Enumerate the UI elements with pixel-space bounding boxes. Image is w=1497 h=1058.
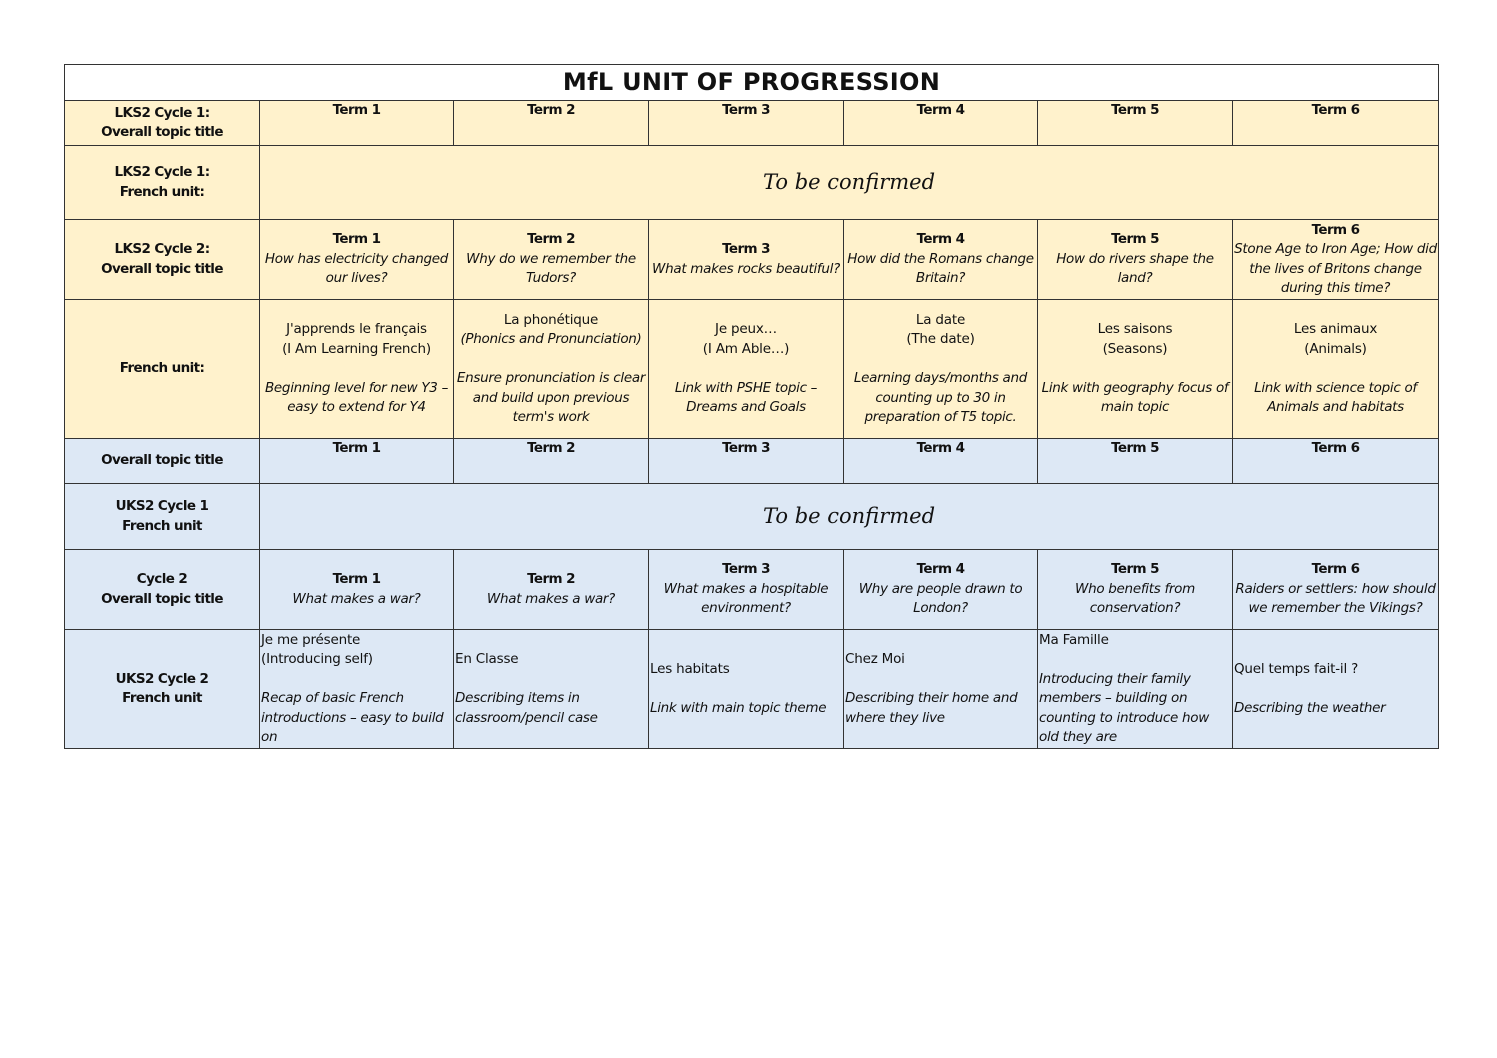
row-header xyxy=(65,630,260,749)
cell-note: Who benefits from conservation? xyxy=(1075,580,1195,617)
to-be-confirmed-cell: To be confirmed xyxy=(260,484,1439,550)
cell-text: (I Am Learning French) xyxy=(282,340,431,357)
table-row xyxy=(65,101,1439,146)
term-cell xyxy=(844,630,1038,749)
cell-note: How do rivers shape the land? xyxy=(1056,250,1214,287)
cell-note: Why do we remember the Tudors? xyxy=(466,250,636,287)
page-title: MfL UNIT OF PROGRESSION xyxy=(65,65,1439,101)
term-cell xyxy=(1233,101,1439,146)
term-cell xyxy=(1038,300,1233,439)
cell-text: (Introducing self) xyxy=(261,651,373,667)
term-cell xyxy=(844,300,1038,439)
cell-note: What makes a hospitable environment? xyxy=(663,580,829,617)
row-header-line: LKS2 Cycle 1: xyxy=(114,104,210,121)
term-label: Term 1 xyxy=(332,571,381,587)
cell-text: En Classe xyxy=(455,651,519,667)
row-header-line: Overall topic title xyxy=(101,124,223,140)
term-cell xyxy=(260,101,454,146)
spacer xyxy=(845,350,1036,370)
term-cell xyxy=(454,630,649,749)
term-cell xyxy=(844,101,1038,146)
cell-note: Link with geography focus of main topic xyxy=(1041,379,1229,416)
cell-text: Je peux… xyxy=(715,321,777,338)
cell-note: Beginning level for new Y3 – easy to extend for Y4 xyxy=(264,379,449,416)
term-cell xyxy=(649,300,844,439)
to-be-confirmed-cell: To be confirmed xyxy=(260,146,1439,220)
term-cell xyxy=(1233,300,1439,439)
table-row xyxy=(65,550,1439,630)
cell-note: What makes a war? xyxy=(486,590,616,607)
term-cell xyxy=(454,220,649,300)
cell-note: Describing items in classroom/pencil case xyxy=(455,690,598,726)
cell-note: Learning days/months and counting up to 30 in preparation of T5 topic. xyxy=(853,370,1028,425)
term-cell xyxy=(454,101,649,146)
spacer xyxy=(455,350,647,370)
cell-text: Je me présente xyxy=(261,631,361,648)
cell-text: La phonétique xyxy=(503,311,599,328)
row-header-line: French unit xyxy=(122,690,202,706)
cell-text: La date xyxy=(915,311,966,328)
row-header-line: French unit xyxy=(122,517,202,534)
term-cell xyxy=(1038,220,1233,300)
term-cell xyxy=(844,439,1038,484)
cell-note: Raiders or settlers: how should we remember the Vikings? xyxy=(1235,580,1436,617)
row-header xyxy=(65,484,260,550)
row-header xyxy=(65,146,260,220)
term-cell xyxy=(1233,630,1439,749)
row-header-line: LKS2 Cycle 2: xyxy=(114,241,210,257)
term-label: Term 2 xyxy=(527,231,575,248)
row-header xyxy=(65,439,260,484)
term-cell xyxy=(260,300,454,439)
cell-text: (Animals) xyxy=(1304,340,1367,357)
cell-text: J'apprends le français xyxy=(286,321,427,338)
row-header-line: Overall topic title xyxy=(101,452,223,469)
cell-text: Les habitats xyxy=(650,660,730,677)
cell-note: What makes rocks beautiful? xyxy=(652,260,840,277)
term-label: Term 3 xyxy=(722,102,770,118)
progression-table xyxy=(64,64,1439,749)
term-cell xyxy=(649,630,844,749)
row-header xyxy=(65,101,260,146)
cell-note: Ensure pronunciation is clear and build upon previous term's work xyxy=(456,370,646,425)
term-cell xyxy=(1038,439,1233,484)
cell-text: Les saisons xyxy=(1097,321,1173,338)
cell-note: Recap of basic French introductions – easy to build on xyxy=(261,690,444,745)
term-label: Term 1 xyxy=(332,231,381,248)
cell-note: Describing their home and where they live xyxy=(845,690,1018,726)
term-label: Term 6 xyxy=(1311,102,1360,118)
term-label: Term 4 xyxy=(916,231,965,248)
term-label: Term 3 xyxy=(722,241,770,257)
term-cell xyxy=(1233,220,1439,300)
cell-note: Link with science topic of Animals and habitats xyxy=(1254,379,1417,416)
table-row xyxy=(65,146,1439,220)
spacer xyxy=(1234,359,1437,379)
term-cell xyxy=(1233,550,1439,630)
spacer xyxy=(845,670,1036,690)
row-header-line: French unit: xyxy=(119,360,205,377)
term-label: Term 3 xyxy=(722,561,770,578)
row-header xyxy=(65,550,260,630)
cell-note: (Phonics and Pronunciation) xyxy=(460,331,642,347)
cell-text: Ma Famille xyxy=(1039,631,1109,648)
row-header-line: Cycle 2 xyxy=(136,571,188,587)
cell-text: (The date) xyxy=(906,331,975,347)
row-header-line: French unit: xyxy=(119,183,205,200)
term-label: Term 4 xyxy=(916,561,965,578)
cell-note: Stone Age to Iron Age; How did the lives of Britons change during this time? xyxy=(1234,241,1437,296)
term-cell xyxy=(260,220,454,300)
cell-text: (Seasons) xyxy=(1102,340,1168,357)
term-label: Term 5 xyxy=(1111,440,1159,456)
table-row xyxy=(65,300,1439,439)
term-cell xyxy=(649,101,844,146)
term-label: Term 2 xyxy=(527,571,575,587)
cell-note: Link with PSHE topic – Dreams and Goals xyxy=(674,379,818,416)
term-label: Term 6 xyxy=(1311,221,1360,238)
term-label: Term 4 xyxy=(916,102,965,118)
row-header-line: UKS2 Cycle 1 xyxy=(115,498,209,514)
row-header-line: UKS2 Cycle 2 xyxy=(115,670,209,687)
table-row xyxy=(65,630,1439,749)
term-cell xyxy=(454,439,649,484)
table-row xyxy=(65,484,1439,550)
term-cell xyxy=(454,550,649,630)
table-row xyxy=(65,220,1439,300)
table-row xyxy=(65,439,1439,484)
term-label: Term 5 xyxy=(1111,102,1159,118)
term-label: Term 1 xyxy=(332,102,381,118)
row-header xyxy=(65,300,260,439)
term-label: Term 4 xyxy=(916,440,965,456)
term-cell xyxy=(1233,439,1439,484)
term-cell xyxy=(649,550,844,630)
cell-note: How has electricity changed our lives? xyxy=(264,250,449,287)
cell-note: How did the Romans change Britain? xyxy=(847,250,1034,287)
term-cell xyxy=(844,550,1038,630)
cell-note: Describing the weather xyxy=(1234,699,1386,716)
row-header-line: Overall topic title xyxy=(101,260,223,277)
term-cell xyxy=(454,300,649,439)
term-label: Term 3 xyxy=(722,440,770,456)
term-label: Term 6 xyxy=(1311,440,1360,456)
term-label: Term 2 xyxy=(527,440,575,456)
term-cell xyxy=(649,439,844,484)
cell-note: What makes a war? xyxy=(292,590,421,607)
row-header-line: LKS2 Cycle 1: xyxy=(114,164,210,180)
cell-text: Les animaux xyxy=(1293,321,1378,338)
term-cell xyxy=(260,630,454,749)
term-label: Term 5 xyxy=(1111,231,1159,248)
term-cell xyxy=(1038,550,1233,630)
spacer xyxy=(1234,679,1437,699)
term-cell xyxy=(260,439,454,484)
cell-note: Link with main topic theme xyxy=(650,699,827,716)
term-cell xyxy=(844,220,1038,300)
cell-note: Why are people drawn to London? xyxy=(858,580,1023,617)
term-cell xyxy=(649,220,844,300)
term-label: Term 5 xyxy=(1111,561,1159,578)
cell-note: Introducing their family members – building on counting to introduce how old they are xyxy=(1039,670,1210,745)
spacer xyxy=(455,670,647,690)
term-label: Term 6 xyxy=(1311,561,1360,578)
term-label: Term 1 xyxy=(332,440,381,456)
term-label: Term 2 xyxy=(527,102,575,118)
term-cell xyxy=(1038,101,1233,146)
term-cell xyxy=(1038,630,1233,749)
cell-text: Chez Moi xyxy=(845,651,905,667)
cell-text: Quel temps fait-il ? xyxy=(1234,660,1359,677)
spacer xyxy=(261,359,452,379)
spacer xyxy=(650,359,842,379)
row-header xyxy=(65,220,260,300)
term-cell xyxy=(260,550,454,630)
cell-text: (I Am Able…) xyxy=(702,340,790,357)
spacer xyxy=(1039,650,1231,670)
spacer xyxy=(650,679,842,699)
row-header-line: Overall topic title xyxy=(101,590,223,607)
spacer xyxy=(261,670,452,690)
spacer xyxy=(1039,359,1231,379)
